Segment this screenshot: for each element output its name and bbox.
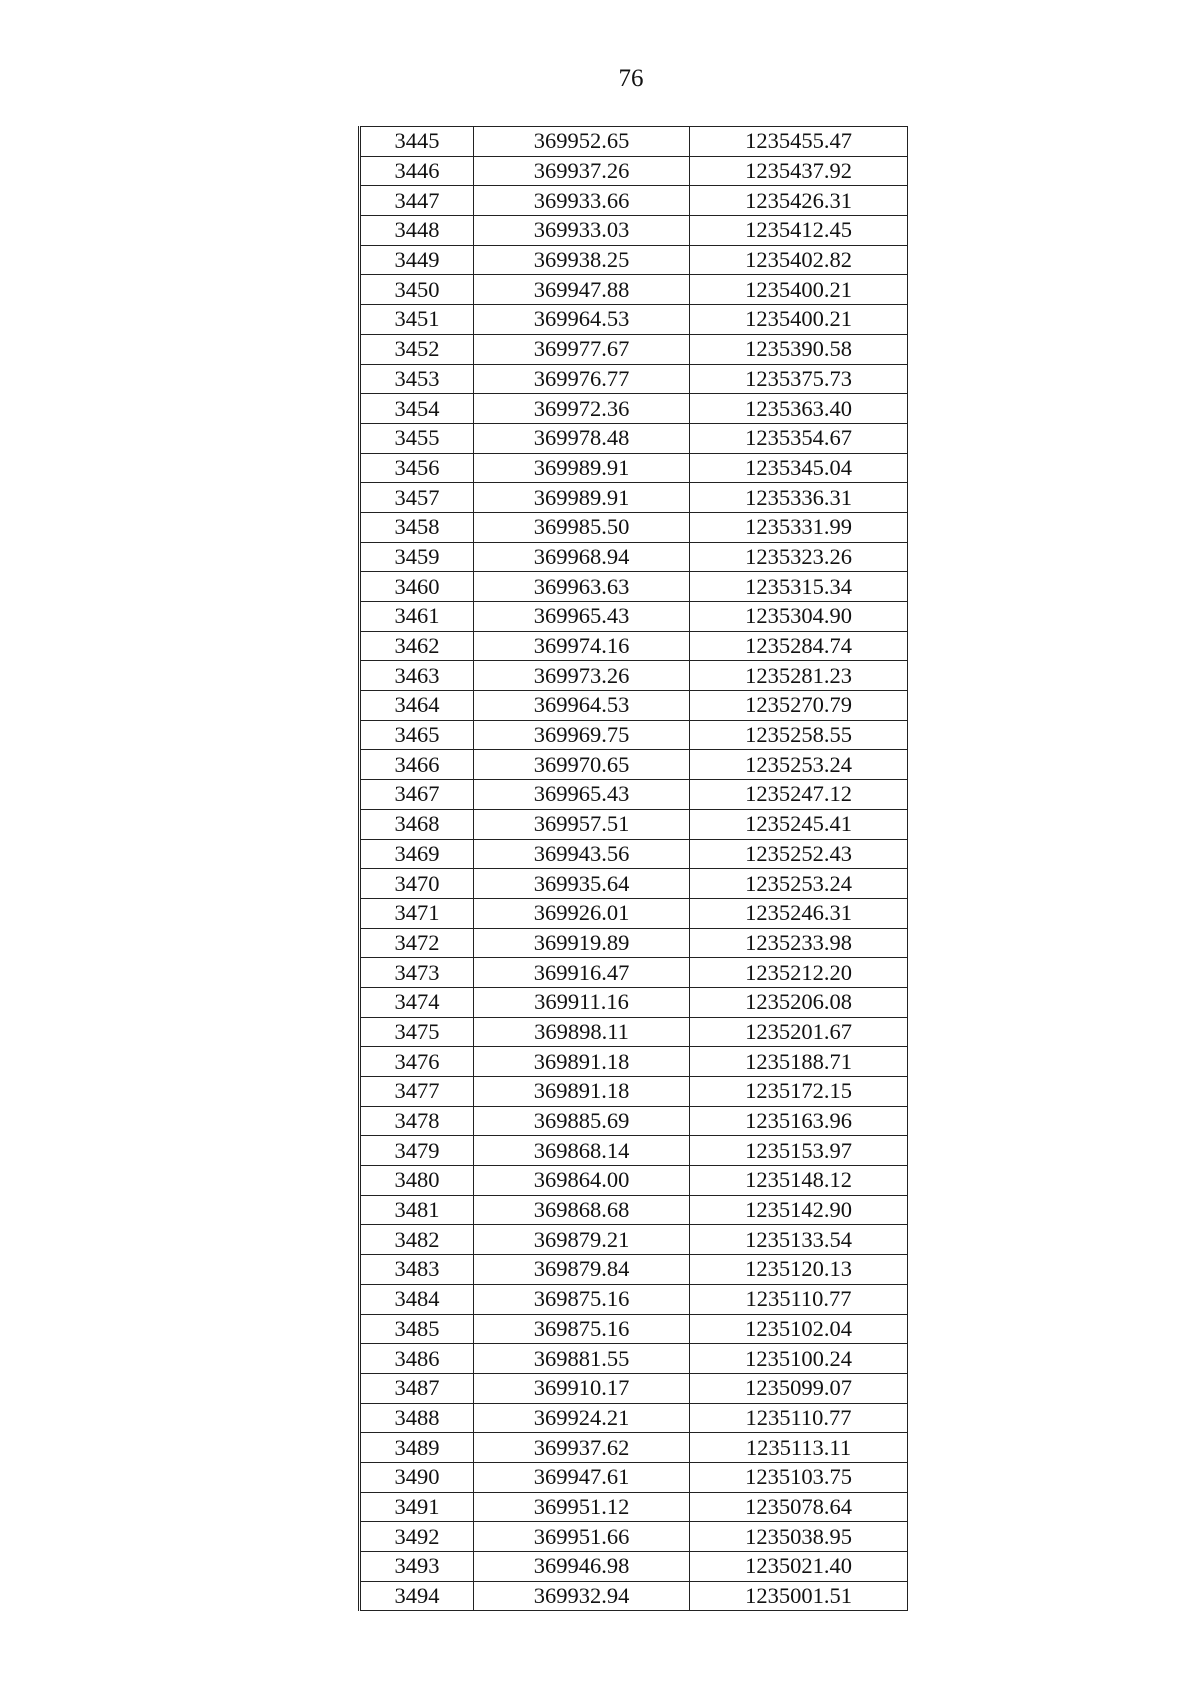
y-coordinate-cell: 1235001.51: [690, 1581, 908, 1611]
point-number-cell: 3450: [360, 275, 474, 305]
point-number-cell: 3455: [360, 423, 474, 453]
x-coordinate-cell: 369881.55: [474, 1344, 690, 1374]
y-coordinate-cell: 1235304.90: [690, 602, 908, 632]
y-coordinate-cell: 1235455.47: [690, 127, 908, 157]
point-number-cell: 3483: [360, 1255, 474, 1285]
point-number-cell: 3452: [360, 334, 474, 364]
y-coordinate-cell: 1235400.21: [690, 275, 908, 305]
point-number-cell: 3454: [360, 394, 474, 424]
y-coordinate-cell: 1235102.04: [690, 1314, 908, 1344]
y-coordinate-cell: 1235315.34: [690, 572, 908, 602]
table-row: [360, 1195, 908, 1225]
y-coordinate-cell: 1235110.77: [690, 1284, 908, 1314]
coordinates-table-body: [360, 127, 908, 1611]
table-row: [360, 809, 908, 839]
point-number-cell: 3494: [360, 1581, 474, 1611]
y-coordinate-cell: 1235212.20: [690, 958, 908, 988]
coordinates-table: [358, 126, 908, 1611]
table-row: [360, 720, 908, 750]
point-number-cell: 3459: [360, 542, 474, 572]
x-coordinate-cell: 369951.12: [474, 1492, 690, 1522]
table-row: [360, 1225, 908, 1255]
x-coordinate-cell: 369957.51: [474, 809, 690, 839]
point-number-cell: 3462: [360, 631, 474, 661]
y-coordinate-cell: 1235233.98: [690, 928, 908, 958]
table-row: [360, 1284, 908, 1314]
x-coordinate-cell: 369875.16: [474, 1284, 690, 1314]
y-coordinate-cell: 1235201.67: [690, 1017, 908, 1047]
point-number-cell: 3478: [360, 1106, 474, 1136]
x-coordinate-cell: 369947.61: [474, 1462, 690, 1492]
x-coordinate-cell: 369964.53: [474, 691, 690, 721]
page-number: 76: [618, 65, 644, 92]
x-coordinate-cell: 369970.65: [474, 750, 690, 780]
table-row: [360, 483, 908, 513]
x-coordinate-cell: 369989.91: [474, 483, 690, 513]
y-coordinate-cell: 1235412.45: [690, 216, 908, 246]
point-number-cell: 3458: [360, 512, 474, 542]
y-coordinate-cell: 1235284.74: [690, 631, 908, 661]
y-coordinate-cell: 1235402.82: [690, 245, 908, 275]
table-row: [360, 1552, 908, 1582]
table-row: [360, 1373, 908, 1403]
y-coordinate-cell: 1235142.90: [690, 1195, 908, 1225]
y-coordinate-cell: 1235258.55: [690, 720, 908, 750]
table-row: [360, 780, 908, 810]
table-row: [360, 1344, 908, 1374]
x-coordinate-cell: 369891.18: [474, 1077, 690, 1107]
point-number-cell: 3453: [360, 364, 474, 394]
point-number-cell: 3466: [360, 750, 474, 780]
y-coordinate-cell: 1235363.40: [690, 394, 908, 424]
y-coordinate-cell: 1235163.96: [690, 1106, 908, 1136]
point-number-cell: 3460: [360, 572, 474, 602]
table-row: [360, 987, 908, 1017]
y-coordinate-cell: 1235345.04: [690, 453, 908, 483]
y-coordinate-cell: 1235253.24: [690, 750, 908, 780]
point-number-cell: 3448: [360, 216, 474, 246]
table-row: [360, 1106, 908, 1136]
table-row: [360, 928, 908, 958]
y-coordinate-cell: 1235375.73: [690, 364, 908, 394]
point-number-cell: 3491: [360, 1492, 474, 1522]
x-coordinate-cell: 369968.94: [474, 542, 690, 572]
x-coordinate-cell: 369933.03: [474, 216, 690, 246]
x-coordinate-cell: 369937.62: [474, 1433, 690, 1463]
x-coordinate-cell: 369924.21: [474, 1403, 690, 1433]
table-row: [360, 869, 908, 899]
x-coordinate-cell: 369919.89: [474, 928, 690, 958]
x-coordinate-cell: 369972.36: [474, 394, 690, 424]
x-coordinate-cell: 369947.88: [474, 275, 690, 305]
point-number-cell: 3445: [360, 127, 474, 157]
x-coordinate-cell: 369965.43: [474, 780, 690, 810]
point-number-cell: 3479: [360, 1136, 474, 1166]
y-coordinate-cell: 1235078.64: [690, 1492, 908, 1522]
table-row: [360, 839, 908, 869]
point-number-cell: 3469: [360, 839, 474, 869]
x-coordinate-cell: 369916.47: [474, 958, 690, 988]
point-number-cell: 3489: [360, 1433, 474, 1463]
x-coordinate-cell: 369864.00: [474, 1166, 690, 1196]
point-number-cell: 3471: [360, 898, 474, 928]
y-coordinate-cell: 1235331.99: [690, 512, 908, 542]
point-number-cell: 3485: [360, 1314, 474, 1344]
y-coordinate-cell: 1235281.23: [690, 661, 908, 691]
y-coordinate-cell: 1235354.67: [690, 423, 908, 453]
table-row: [360, 1077, 908, 1107]
point-number-cell: 3492: [360, 1522, 474, 1552]
point-number-cell: 3481: [360, 1195, 474, 1225]
y-coordinate-cell: 1235153.97: [690, 1136, 908, 1166]
point-number-cell: 3488: [360, 1403, 474, 1433]
x-coordinate-cell: 369868.14: [474, 1136, 690, 1166]
x-coordinate-cell: 369879.21: [474, 1225, 690, 1255]
x-coordinate-cell: 369935.64: [474, 869, 690, 899]
point-number-cell: 3475: [360, 1017, 474, 1047]
point-number-cell: 3477: [360, 1077, 474, 1107]
y-coordinate-cell: 1235038.95: [690, 1522, 908, 1552]
point-number-cell: 3486: [360, 1344, 474, 1374]
point-number-cell: 3457: [360, 483, 474, 513]
x-coordinate-cell: 369969.75: [474, 720, 690, 750]
point-number-cell: 3461: [360, 602, 474, 632]
point-number-cell: 3472: [360, 928, 474, 958]
x-coordinate-cell: 369943.56: [474, 839, 690, 869]
y-coordinate-cell: 1235426.31: [690, 186, 908, 216]
table-row: [360, 958, 908, 988]
point-number-cell: 3476: [360, 1047, 474, 1077]
x-coordinate-cell: 369879.84: [474, 1255, 690, 1285]
x-coordinate-cell: 369946.98: [474, 1552, 690, 1582]
y-coordinate-cell: 1235133.54: [690, 1225, 908, 1255]
table-row: [360, 156, 908, 186]
table-row: [360, 1136, 908, 1166]
y-coordinate-cell: 1235148.12: [690, 1166, 908, 1196]
x-coordinate-cell: 369951.66: [474, 1522, 690, 1552]
table-row: [360, 305, 908, 335]
point-number-cell: 3487: [360, 1373, 474, 1403]
point-number-cell: 3464: [360, 691, 474, 721]
table-row: [360, 1433, 908, 1463]
point-number-cell: 3456: [360, 453, 474, 483]
y-coordinate-cell: 1235100.24: [690, 1344, 908, 1374]
x-coordinate-cell: 369974.16: [474, 631, 690, 661]
y-coordinate-cell: 1235110.77: [690, 1403, 908, 1433]
table-row: [360, 1522, 908, 1552]
y-coordinate-cell: 1235437.92: [690, 156, 908, 186]
point-number-cell: 3449: [360, 245, 474, 275]
point-number-cell: 3470: [360, 869, 474, 899]
y-coordinate-cell: 1235390.58: [690, 334, 908, 364]
table-row: [360, 127, 908, 157]
table-row: [360, 602, 908, 632]
x-coordinate-cell: 369964.53: [474, 305, 690, 335]
x-coordinate-cell: 369926.01: [474, 898, 690, 928]
y-coordinate-cell: 1235172.15: [690, 1077, 908, 1107]
x-coordinate-cell: 369952.65: [474, 127, 690, 157]
y-coordinate-cell: 1235206.08: [690, 987, 908, 1017]
table-row: [360, 1581, 908, 1611]
point-number-cell: 3468: [360, 809, 474, 839]
table-row: [360, 1017, 908, 1047]
point-number-cell: 3465: [360, 720, 474, 750]
table-row: [360, 334, 908, 364]
x-coordinate-cell: 369938.25: [474, 245, 690, 275]
point-number-cell: 3467: [360, 780, 474, 810]
table-row: [360, 1255, 908, 1285]
y-coordinate-cell: 1235103.75: [690, 1462, 908, 1492]
x-coordinate-cell: 369963.63: [474, 572, 690, 602]
table-row: [360, 1403, 908, 1433]
table-row: [360, 898, 908, 928]
point-number-cell: 3490: [360, 1462, 474, 1492]
x-coordinate-cell: 369932.94: [474, 1581, 690, 1611]
x-coordinate-cell: 369875.16: [474, 1314, 690, 1344]
x-coordinate-cell: 369937.26: [474, 156, 690, 186]
table-row: [360, 1314, 908, 1344]
table-row: [360, 245, 908, 275]
x-coordinate-cell: 369891.18: [474, 1047, 690, 1077]
y-coordinate-cell: 1235246.31: [690, 898, 908, 928]
table-row: [360, 750, 908, 780]
x-coordinate-cell: 369868.68: [474, 1195, 690, 1225]
y-coordinate-cell: 1235270.79: [690, 691, 908, 721]
table-row: [360, 1166, 908, 1196]
y-coordinate-cell: 1235245.41: [690, 809, 908, 839]
y-coordinate-cell: 1235252.43: [690, 839, 908, 869]
point-number-cell: 3480: [360, 1166, 474, 1196]
y-coordinate-cell: 1235247.12: [690, 780, 908, 810]
y-coordinate-cell: 1235323.26: [690, 542, 908, 572]
x-coordinate-cell: 369885.69: [474, 1106, 690, 1136]
table-row: [360, 1492, 908, 1522]
x-coordinate-cell: 369898.11: [474, 1017, 690, 1047]
y-coordinate-cell: 1235253.24: [690, 869, 908, 899]
table-row: [360, 1462, 908, 1492]
table-row: [360, 186, 908, 216]
point-number-cell: 3493: [360, 1552, 474, 1582]
table-row: [360, 216, 908, 246]
x-coordinate-cell: 369911.16: [474, 987, 690, 1017]
x-coordinate-cell: 369965.43: [474, 602, 690, 632]
point-number-cell: 3447: [360, 186, 474, 216]
y-coordinate-cell: 1235099.07: [690, 1373, 908, 1403]
point-number-cell: 3463: [360, 661, 474, 691]
x-coordinate-cell: 369978.48: [474, 423, 690, 453]
point-number-cell: 3446: [360, 156, 474, 186]
table-row: [360, 423, 908, 453]
table-row: [360, 275, 908, 305]
y-coordinate-cell: 1235188.71: [690, 1047, 908, 1077]
x-coordinate-cell: 369976.77: [474, 364, 690, 394]
table-row: [360, 364, 908, 394]
table-row: [360, 394, 908, 424]
table-row: [360, 453, 908, 483]
table-row: [360, 542, 908, 572]
table-row: [360, 661, 908, 691]
y-coordinate-cell: 1235336.31: [690, 483, 908, 513]
table-row: [360, 572, 908, 602]
point-number-cell: 3482: [360, 1225, 474, 1255]
y-coordinate-cell: 1235400.21: [690, 305, 908, 335]
x-coordinate-cell: 369933.66: [474, 186, 690, 216]
x-coordinate-cell: 369977.67: [474, 334, 690, 364]
point-number-cell: 3473: [360, 958, 474, 988]
x-coordinate-cell: 369973.26: [474, 661, 690, 691]
y-coordinate-cell: 1235120.13: [690, 1255, 908, 1285]
y-coordinate-cell: 1235113.11: [690, 1433, 908, 1463]
y-coordinate-cell: 1235021.40: [690, 1552, 908, 1582]
table-row: [360, 512, 908, 542]
x-coordinate-cell: 369910.17: [474, 1373, 690, 1403]
table-row: [360, 631, 908, 661]
x-coordinate-cell: 369985.50: [474, 512, 690, 542]
point-number-cell: 3474: [360, 987, 474, 1017]
point-number-cell: 3451: [360, 305, 474, 335]
table-row: [360, 1047, 908, 1077]
table-row: [360, 691, 908, 721]
x-coordinate-cell: 369989.91: [474, 453, 690, 483]
point-number-cell: 3484: [360, 1284, 474, 1314]
